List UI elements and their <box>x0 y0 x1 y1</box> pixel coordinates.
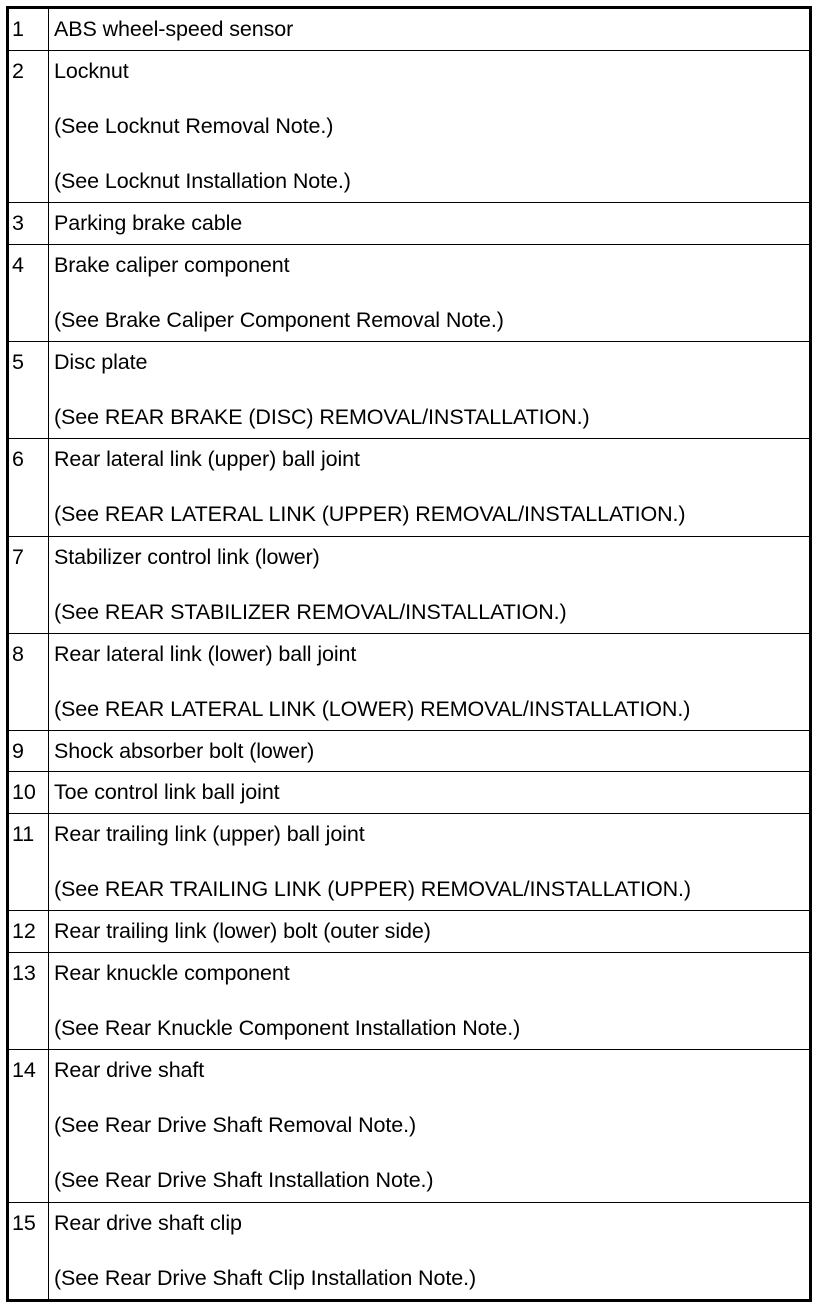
table-row <box>9 813 809 910</box>
item-description: Rear lateral link (upper) ball joint <box>54 447 360 472</box>
item-reference-note: (See Locknut Removal Note.) <box>54 113 334 138</box>
item-number-cell <box>9 244 49 341</box>
item-number-cell <box>9 730 49 772</box>
item-reference-note: (See REAR STABILIZER REMOVAL/INSTALLATION.) <box>54 599 567 624</box>
item-description-cell <box>49 536 810 633</box>
line-spacer <box>54 285 809 300</box>
line-spacer <box>54 382 809 397</box>
parts-table-body <box>9 9 809 1299</box>
table-row <box>9 536 809 633</box>
table-row <box>9 730 809 772</box>
parts-table <box>9 9 809 1299</box>
item-number: 1 <box>12 17 24 41</box>
item-number-cell <box>9 50 49 203</box>
item-number: 3 <box>12 211 24 236</box>
item-reference-note: (See Brake Caliper Component Removal Note.) <box>54 307 504 332</box>
table-row <box>9 772 809 814</box>
table-row <box>9 1202 809 1299</box>
item-reference-note: (See Locknut Installation Note.) <box>54 168 351 193</box>
item-description-cell <box>49 730 810 772</box>
item-number-cell <box>9 772 49 814</box>
line-spacer <box>54 479 809 494</box>
item-reference-note: (See REAR LATERAL LINK (UPPER) REMOVAL/INSTALLATION.) <box>54 502 686 527</box>
item-number-cell <box>9 813 49 910</box>
line-spacer <box>54 993 809 1008</box>
item-number-cell <box>9 911 49 953</box>
item-description-cell <box>49 50 810 203</box>
table-row <box>9 9 809 50</box>
item-description-cell <box>49 1202 810 1299</box>
line-spacer <box>54 1090 809 1105</box>
item-number-cell <box>9 1049 49 1202</box>
item-number-cell <box>9 9 49 50</box>
item-reference-note: (See Rear Drive Shaft Installation Note.) <box>54 1167 434 1192</box>
item-number: 15 <box>12 1210 36 1235</box>
item-description-cell <box>49 342 810 439</box>
table-row <box>9 439 809 536</box>
item-number: 13 <box>12 960 36 985</box>
line-spacer <box>54 674 809 689</box>
item-number: 10 <box>12 780 36 805</box>
line-spacer <box>54 854 809 869</box>
item-description-cell <box>49 813 810 910</box>
item-number: 11 <box>12 821 35 846</box>
table-row <box>9 952 809 1049</box>
item-reference-note: (See Rear Knuckle Component Installation Note.) <box>54 1015 521 1040</box>
item-description: Rear drive shaft <box>54 1057 205 1082</box>
table-row <box>9 342 809 439</box>
item-number-cell <box>9 342 49 439</box>
item-reference-note: (See REAR TRAILING LINK (UPPER) REMOVAL/INSTALLATION.) <box>54 876 691 901</box>
item-description-cell <box>49 203 810 245</box>
item-description-cell <box>49 952 810 1049</box>
item-description: Rear trailing link (lower) bolt (outer side) <box>54 919 431 944</box>
item-description-cell <box>49 439 810 536</box>
line-spacer <box>54 91 809 106</box>
item-reference-note: (See REAR LATERAL LINK (LOWER) REMOVAL/INSTALLATION.) <box>54 696 691 721</box>
item-number-cell <box>9 203 49 245</box>
item-description: Rear lateral link (lower) ball joint <box>54 641 357 666</box>
table-row <box>9 1049 809 1202</box>
item-description: Toe control link ball joint <box>54 780 280 805</box>
item-number: 7 <box>12 544 24 569</box>
item-description-cell <box>49 9 810 50</box>
table-row <box>9 50 809 203</box>
line-spacer <box>54 1145 809 1160</box>
item-description: Locknut <box>54 58 129 83</box>
item-description: Stabilizer control link (lower) <box>54 544 320 569</box>
line-spacer <box>54 1243 809 1258</box>
item-description-cell <box>49 911 810 953</box>
item-description: Rear trailing link (upper) ball joint <box>54 821 365 846</box>
table-row <box>9 244 809 341</box>
item-description: Parking brake cable <box>54 211 243 236</box>
item-description-cell <box>49 772 810 814</box>
item-description: Rear knuckle component <box>54 960 290 985</box>
table-row <box>9 203 809 245</box>
item-number: 12 <box>12 919 36 944</box>
item-description: Brake caliper component <box>54 252 290 277</box>
line-spacer <box>54 146 809 161</box>
item-number-cell <box>9 536 49 633</box>
item-description: Rear drive shaft clip <box>54 1210 242 1235</box>
item-description-cell <box>49 1049 810 1202</box>
line-spacer <box>54 577 809 592</box>
parts-table-frame <box>6 6 812 1302</box>
item-description-cell <box>49 244 810 341</box>
item-number: 5 <box>12 350 24 375</box>
item-reference-note: (See Rear Drive Shaft Clip Installation Note.) <box>54 1265 476 1290</box>
item-number: 2 <box>12 58 24 83</box>
item-reference-note: (See Rear Drive Shaft Removal Note.) <box>54 1112 417 1137</box>
item-number-cell <box>9 1202 49 1299</box>
item-description-cell <box>49 633 810 730</box>
item-description: Disc plate <box>54 350 148 375</box>
item-number-cell <box>9 952 49 1049</box>
item-number-cell <box>9 633 49 730</box>
item-number: 4 <box>12 252 24 277</box>
item-reference-note: (See REAR BRAKE (DISC) REMOVAL/INSTALLATION.) <box>54 405 590 430</box>
item-number: 14 <box>12 1057 36 1082</box>
item-number: 6 <box>12 447 24 472</box>
item-description: Shock absorber bolt (lower) <box>54 738 315 763</box>
item-number-cell <box>9 439 49 536</box>
item-description: ABS wheel-speed sensor <box>54 17 294 41</box>
table-row <box>9 633 809 730</box>
item-number: 8 <box>12 641 24 666</box>
item-number: 9 <box>12 738 24 763</box>
table-row <box>9 911 809 953</box>
